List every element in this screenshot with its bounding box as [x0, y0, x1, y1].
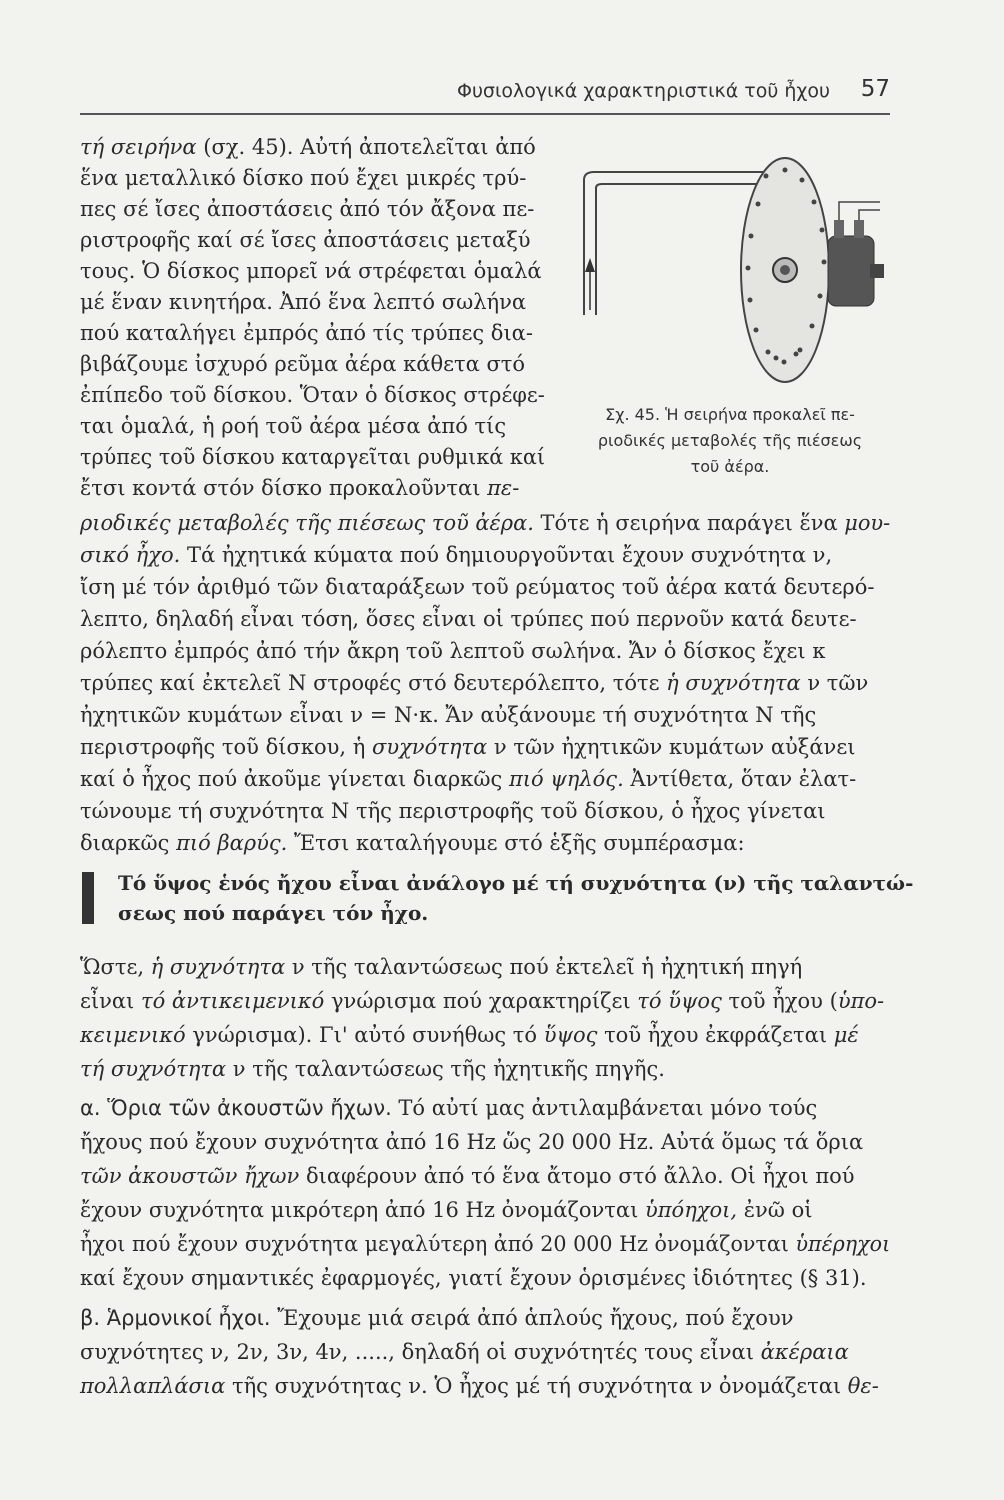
- subheading-span: α. Ὅρια τῶν ἀκουστῶν ἤχων.: [80, 1096, 392, 1120]
- text-line: [80, 287, 545, 317]
- text-line: [80, 1020, 890, 1050]
- text-line: [80, 604, 890, 634]
- italic-span: τό ἀντικειμενικό: [140, 989, 325, 1013]
- italic-span: ἀκέραια: [760, 1340, 849, 1364]
- text-span: ἴση μέ τόν ἀριθμό τῶν διαταράξεων τοῦ ρεύματος τοῦ ἀέρα κατά δευτερό-: [80, 575, 875, 599]
- text-line: [80, 349, 545, 379]
- text-line: [80, 163, 545, 193]
- italic-span: ὑπέρηχοι: [795, 1232, 891, 1256]
- text-span: Ἀντίθετα, ὅταν ἐλατ-: [623, 767, 857, 791]
- text-line: [80, 700, 890, 730]
- text-line: [80, 540, 890, 570]
- text-line: [80, 636, 890, 666]
- text-span: τρύπες τοῦ δίσκου καταργεῖται ρυθμικά καί: [80, 445, 545, 469]
- text-span: Ἔτσι καταλήγουμε στό ἑξῆς συμπέρασμα:: [287, 831, 745, 855]
- siren-figure: [570, 140, 890, 402]
- text-span: καί ἔχουν σημαντικές ἐφαρμογές, γιατί ἔχουν ὁρισμένες ἰδιότητες (§ 31).: [80, 1266, 867, 1290]
- text-span: ἠχητικῶν κυμάτων εἶναι ν = Ν·κ. Ἄν αὐξάνουμε τή συχνότητα Ν τῆς: [80, 703, 817, 727]
- text-span: ν τῆς ταλαντώσεως πού ἐκτελεῖ ἡ ἠχητική πηγή: [285, 955, 803, 979]
- text-line: [80, 1127, 890, 1157]
- italic-span: ἡ συχνότητα: [666, 671, 801, 695]
- text-span: διαφέρουν ἀπό τό ἕνα ἄτομο στό ἄλλο. Οἱ ἦχοι πού: [299, 1164, 855, 1188]
- text-span: ἐπίπεδο τοῦ δίσκου. Ὅταν ὁ δίσκος στρέφε-: [80, 383, 545, 407]
- text-line: [80, 1229, 891, 1259]
- arrow-up-icon: [585, 258, 595, 272]
- italic-span: τή συχνότητα: [80, 1057, 227, 1081]
- italic-span: κειμενικό: [80, 1023, 186, 1047]
- italic-span: τή σειρήνα: [80, 135, 197, 159]
- motor-shaft: [870, 264, 884, 278]
- disc-axle: [780, 265, 790, 275]
- text-line: [80, 380, 543, 410]
- text-line: [80, 952, 890, 982]
- running-head: [80, 76, 890, 106]
- italic-span: ὕψος: [543, 1023, 598, 1047]
- text-line: [80, 1337, 890, 1367]
- text-span: ἤχους πού ἔχουν συχνότητα ἀπό 16 Hz ὥς 20 000 Hz. Αὐτά ὅμως τά ὅρια: [80, 1130, 864, 1154]
- text-line: [80, 132, 545, 162]
- text-span: βιβάζουμε ἰσχυρό ρεῦμα ἀέρα κάθετα στό: [80, 352, 526, 376]
- text-span: ἐνῶ οἱ: [737, 1198, 813, 1222]
- text-line: [80, 828, 890, 858]
- text-span: ται ὁμαλά, ἡ ροή τοῦ ἀέρα μέσα ἀπό τίς: [80, 414, 507, 438]
- law-statement-line-2: σεως πού παράγει τόν ἦχο.: [118, 901, 429, 925]
- text-span: καί ὁ ἦχος πού ἀκοῦμε γίνεται διαρκῶς: [80, 767, 509, 791]
- italic-span: πε-: [487, 476, 520, 500]
- text-span: πες σέ ἴσες ἀποστάσεις ἀπό τόν ἄξονα πε-: [80, 197, 535, 221]
- italic-span: μέ: [833, 1023, 859, 1047]
- text-span: διαρκῶς: [80, 831, 177, 855]
- italic-span: συχνότητα: [371, 735, 488, 759]
- text-span: ἕνα μεταλλικό δίσκο πού ἔχει μικρές τρύ-: [80, 166, 527, 190]
- text-span: ν τῆς ταλαντώσεως τῆς ἠχητικῆς πηγῆς.: [226, 1057, 665, 1081]
- text-line: [80, 508, 891, 538]
- italic-span: τῶν ἀκουστῶν ἤχων: [80, 1164, 300, 1188]
- text-span: γνώρισμα πού χαρακτηρίζει: [324, 989, 638, 1013]
- text-line: [80, 256, 545, 286]
- tube-outer: [584, 172, 766, 315]
- text-line: [80, 1195, 890, 1225]
- motor-terminal-1: [834, 220, 844, 238]
- law-statement-line-1: Τό ὕψος ἑνός ἤχου εἶναι ἀνάλογο μέ τή συχνότητα (ν) τῆς ταλαντώ-: [118, 871, 914, 895]
- text-line: [80, 1263, 890, 1293]
- text-span: λεπτο, δηλαδή εἶναι τόση, ὅσες εἶναι οἱ τρύπες πού περνοῦν κατά δευτε-: [80, 607, 857, 631]
- text-line: [80, 668, 890, 698]
- text-span: τους. Ὁ δίσκος μπορεῖ νά στρέφεται ὁμαλά: [80, 259, 542, 283]
- text-span: ρόλεπτο ἐμπρός ἀπό τήν ἄκρη τοῦ λεπτοῦ σωλήνα. Ἄν ὁ δίσκος ἔχει κ: [80, 639, 826, 663]
- text-line: [80, 442, 545, 472]
- text-line: [80, 732, 890, 762]
- text-line: [80, 796, 890, 826]
- figure-caption-line-2: ριοδικές μεταβολές τῆς πιέσεως: [597, 431, 863, 450]
- italic-span: σικό ἦχο.: [80, 543, 181, 567]
- page-number: 57: [860, 76, 890, 102]
- text-span: συχνότητες ν, 2ν, 3ν, 4ν, ....., δηλαδή οἱ συχνότητές τους εἶναι: [80, 1340, 761, 1364]
- italic-span: ὑπόηχοι,: [644, 1198, 738, 1222]
- text-line: [80, 572, 890, 602]
- text-line: [80, 318, 545, 348]
- text-span: Τό αὐτί μας ἀντιλαμβάνεται μόνο τούς: [391, 1096, 818, 1120]
- text-span: τοῦ ἦχου ἐκφράζεται: [597, 1023, 834, 1047]
- law-marker-bar: [82, 872, 94, 924]
- running-title: Φυσιολογικά χαρακτηριστικά τοῦ ἦχου: [456, 80, 830, 102]
- figure-caption-line-1: Σχ. 45. Ἡ σειρήνα προκαλεῖ πε-: [605, 405, 855, 424]
- text-span: ν τῶν ἠχητικῶν κυμάτων αὐξάνει: [487, 735, 856, 759]
- text-span: μέ ἕναν κινητήρα. Ἀπό ἕνα λεπτό σωλήνα: [80, 290, 527, 314]
- text-span: τοῦ ἦχου (: [721, 989, 838, 1013]
- text-span: ἦχοι πού ἔχουν συχνότητα μεγαλύτερη ἀπό 20 000 Hz ὀνομάζονται: [80, 1232, 796, 1256]
- text-span: (σχ. 45). Αὐτή ἀποτελεῖται ἀπό: [196, 135, 536, 159]
- text-line: [80, 1303, 890, 1333]
- text-span: τρύπες καί ἐκτελεῖ Ν στροφές στό δευτερόλεπτο, τότε: [80, 671, 667, 695]
- text-span: Τά ἠχητικά κύματα πού δημιουργοῦνται ἔχουν συχνότητα ν,: [180, 543, 833, 567]
- figure-caption-line-3: τοῦ ἀέρα.: [690, 457, 770, 476]
- text-span: ἔτσι κοντά στόν δίσκο προκαλοῦνται: [80, 476, 488, 500]
- text-span: Ἔχουμε μιά σειρά ἀπό ἁπλούς ἤχους, πού ἔχουν: [270, 1306, 794, 1330]
- text-line: [80, 225, 545, 255]
- tube-inner: [596, 184, 766, 315]
- text-span: περιστροφῆς τοῦ δίσκου, ἡ: [80, 735, 372, 759]
- italic-span: ὑπο-: [837, 989, 885, 1013]
- motor-wire-2: [859, 210, 880, 220]
- italic-span: πιό βαρύς.: [176, 831, 288, 855]
- italic-span: ριοδικές μεταβολές τῆς πιέσεως τοῦ ἀέρα.: [80, 511, 534, 535]
- motor-body: [828, 236, 874, 306]
- italic-span: πολλαπλάσια: [80, 1374, 226, 1398]
- text-line: [80, 986, 890, 1016]
- italic-span: θε-: [847, 1374, 879, 1398]
- text-span: τῆς συχνότητας ν. Ὁ ἦχος μέ τή συχνότητα ν ὀνομάζεται: [225, 1374, 848, 1398]
- text-line: [80, 194, 545, 224]
- text-span: εἶναι: [80, 989, 141, 1013]
- text-line: [80, 411, 545, 441]
- text-line: [80, 1161, 890, 1191]
- text-span: ριστροφῆς καί σέ ἴσες ἀποστάσεις μεταξύ: [80, 228, 531, 252]
- siren-diagram-icon: [570, 140, 890, 402]
- text-span: τώνουμε τή συχνότητα Ν τῆς περιστροφῆς τοῦ δίσκου, ὁ ἦχος γίνεται: [80, 799, 826, 823]
- italic-span: τό ὕψος: [637, 989, 722, 1013]
- italic-span: πιό ψηλός.: [508, 767, 624, 791]
- text-span: ν τῶν: [800, 671, 869, 695]
- text-line: [80, 1093, 890, 1123]
- subheading-span: β. Ἁρμονικοί ἦχοι.: [80, 1306, 271, 1330]
- text-span: πού καταλήγει ἐμπρός ἀπό τίς τρύπες δια-: [80, 321, 533, 345]
- italic-span: μου-: [844, 511, 891, 535]
- header-rule: [80, 113, 890, 115]
- text-span: Τότε ἡ σειρήνα παράγει ἕνα: [533, 511, 845, 535]
- text-span: γνώρισμα). Γι' αὐτό συνήθως τό: [185, 1023, 544, 1047]
- text-line: [80, 764, 890, 794]
- text-line: [80, 1054, 890, 1084]
- motor-terminal-2: [854, 220, 864, 238]
- italic-span: ἡ συχνότητα: [150, 955, 286, 979]
- text-line: [80, 473, 545, 503]
- text-span: ἔχουν συχνότητα μικρότερη ἀπό 16 Hz ὀνομάζονται: [80, 1198, 645, 1222]
- text-span: Ὥστε,: [80, 955, 151, 979]
- text-line: [80, 1371, 890, 1401]
